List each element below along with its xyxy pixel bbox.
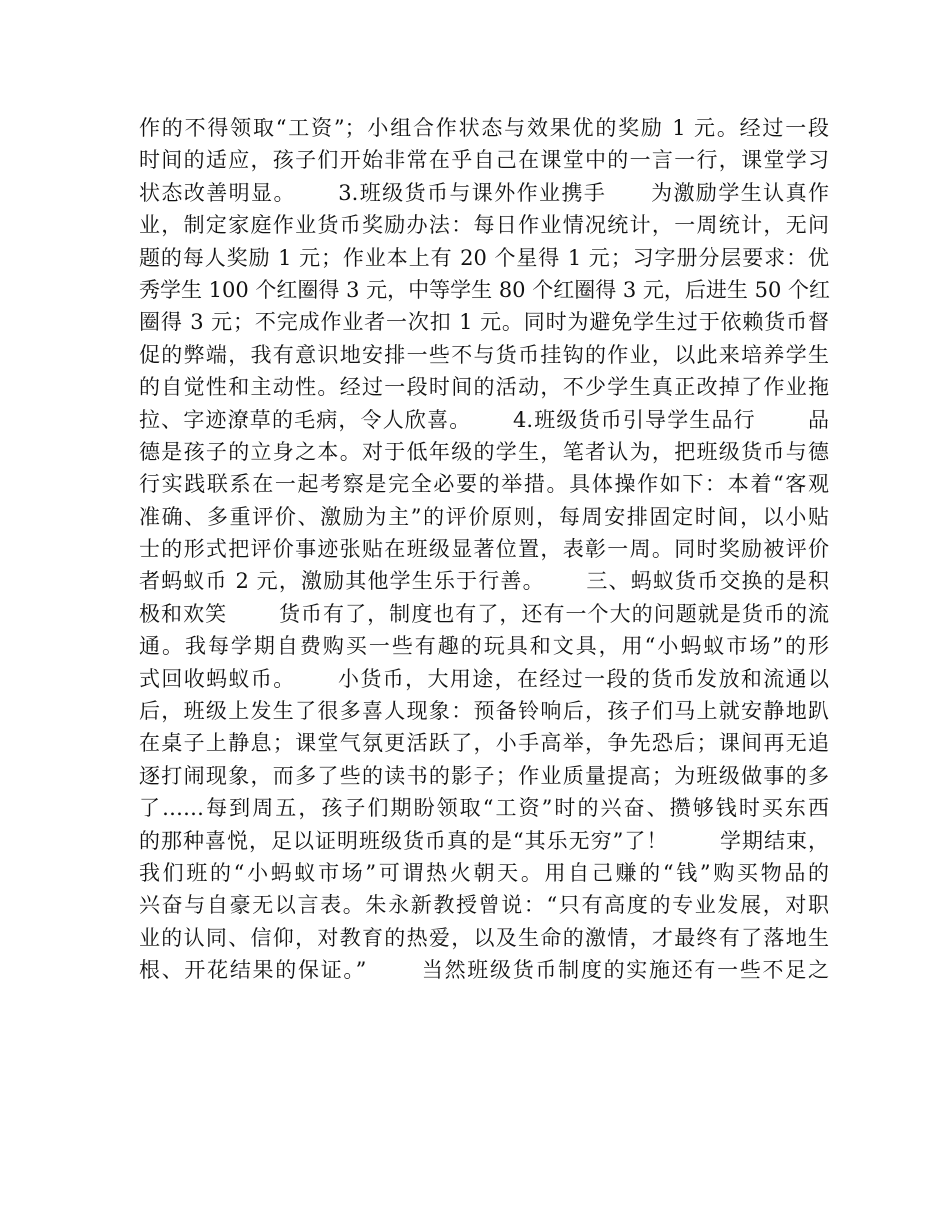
- text-line: 业，制定家庭作业货币奖励办法：每日作业情况统计，一周统计，无问: [139, 213, 829, 238]
- body-text: [139, 112, 829, 987]
- text-line: 业的认同、信仰，对教育的热爱，以及生命的激情，才最终有了落地生: [139, 925, 829, 950]
- text-line: 准确、多重评价、激励为主”的评价原则，每周安排固定时间，以小贴: [139, 504, 829, 529]
- text-line: 式回收蚂蚁币。 小货币，大用途，在经过一段的货币发放和流通以: [139, 666, 829, 691]
- text-line: 通。我每学期自费购买一些有趣的玩具和文具，用“小蚂蚁市场”的形: [139, 634, 829, 659]
- text-line: 者蚂蚁币 2 元，激励其他学生乐于行善。 三、蚂蚁货币交换的是积: [139, 569, 829, 594]
- text-line: 题的每人奖励 1 元；作业本上有 20 个星得 1 元；习字册分层要求：优: [139, 245, 829, 270]
- text-line: 了……每到周五，孩子们期盼领取“工资”时的兴奋、攒够钱时买东西: [139, 796, 829, 821]
- text-line: 逐打闹现象，而多了些的读书的影子；作业质量提高；为班级做事的多: [139, 763, 829, 788]
- text-line: 的自觉性和主动性。经过一段时间的活动，不少学生真正改掉了作业拖: [139, 375, 829, 400]
- text-line: 圈得 3 元；不完成作业者一次扣 1 元。同时为避免学生过于依赖货币督: [139, 310, 829, 335]
- text-line: 拉、字迹潦草的毛病，令人欣喜。 4.班级货币引导学生品行 品: [139, 407, 829, 432]
- text-line: 促的弊端，我有意识地安排一些不与货币挂钩的作业，以此来培养学生: [139, 342, 829, 367]
- text-line: 根、开花结果的保证。” 当然班级货币制度的实施还有一些不足之: [139, 958, 829, 983]
- text-line: 秀学生 100 个红圈得 3 元，中等学生 80 个红圈得 3 元，后进生 50 个红: [139, 277, 830, 302]
- text-line: 时间的适应，孩子们开始非常在乎自己在课堂中的一言一行，课堂学习: [139, 148, 829, 173]
- text-line: 在桌子上静息；课堂气氛更活跃了，小手高举，争先恐后；课间再无追: [139, 731, 829, 756]
- text-line: 兴奋与自豪无以言表。朱永新教授曾说：“只有高度的专业发展，对职: [139, 893, 829, 918]
- text-line: 行实践联系在一起考察是完全必要的举措。具体操作如下：本着“客观: [139, 472, 829, 497]
- text-line: 的那种喜悦，足以证明班级货币真的是“其乐无穷”了！ 学期结束，: [139, 828, 829, 853]
- text-line: 士的形式把评价事迹张贴在班级显著位置，表彰一周。同时奖励被评价: [139, 537, 829, 562]
- text-line: 极和欢笑 货币有了，制度也有了，还有一个大的问题就是货币的流: [139, 601, 829, 626]
- text-line: 德是孩子的立身之本。对于低年级的学生，笔者认为，把班级货币与德: [139, 439, 829, 464]
- text-line: 我们班的“小蚂蚁市场”可谓热火朝天。用自己赚的“钱”购买物品的: [139, 860, 829, 885]
- text-line: 作的不得领取“工资”；小组合作状态与效果优的奖励 1 元。经过一段: [139, 116, 829, 140]
- text-line: 后，班级上发生了很多喜人现象：预备铃响后，孩子们马上就安静地趴: [139, 699, 829, 724]
- text-line: 状态改善明显。 3.班级货币与课外作业携手 为激励学生认真作: [139, 180, 829, 205]
